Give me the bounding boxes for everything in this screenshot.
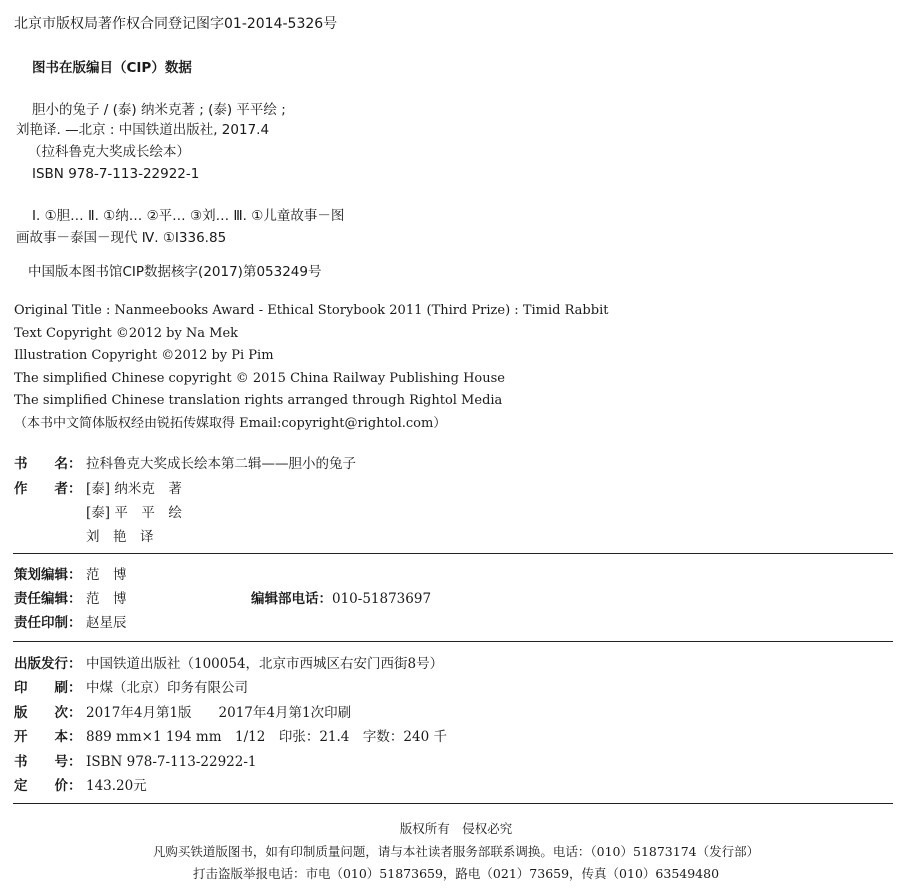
responsible-editor-label: 责任编辑： — [14, 591, 82, 607]
publication-value: 143.20元 — [86, 778, 147, 794]
planning-editor-row — [14, 566, 127, 584]
publication-row — [14, 655, 443, 673]
footer-service: 凡购买铁道版图书，如有印制质量问题，请与本社读者服务部联系调换。电话：（010）51873174（发行部） — [152, 844, 760, 859]
copyright-line: （本书中文简体版权经由锐拓传媒取得 Email:copyright@rightol.com） — [14, 416, 447, 431]
publication-row — [14, 704, 351, 722]
copyright-line: The simplified Chinese copyright © 2015 China Railway Publishing House — [14, 371, 505, 386]
publication-value: 2017年4月第1版 2017年4月第1次印刷 — [86, 705, 352, 721]
copyright-line: Original Title : Nanmeebooks Award - Ethical Storybook 2011 (Third Prize) : Timid Rabbit — [14, 303, 609, 318]
publication-value: 中国铁道出版社（100054，北京市西城区右安门西街8号） — [86, 656, 444, 672]
planning-editor-value: 范 博 — [86, 567, 127, 583]
registration-line: 北京市版权局著作权合同登记图字01-2014-5326号 — [14, 16, 338, 32]
editorial-phone-value: 010-51873697 — [332, 591, 432, 607]
book-author-value: [泰] 纳米克 著 — [86, 481, 182, 497]
publication-row — [14, 728, 447, 746]
publication-label: 出版发行： — [14, 656, 82, 672]
copyright-line: Illustration Copyright ©2012 by Pi Pim — [14, 348, 274, 363]
publication-label: 定 价： — [14, 778, 82, 794]
publication-label: 印 刷： — [14, 680, 82, 696]
cip-line: （拉科鲁克大奖成长绘本） — [28, 144, 190, 160]
publication-label: 版 次： — [14, 705, 82, 721]
publication-value: 889 mm×1 194 mm 1/12 印张：21.4 字数：240 千 — [86, 729, 447, 745]
planning-editor-label: 策划编辑： — [14, 567, 82, 583]
copyright-line: The simplified Chinese translation rights arranged through Rightol Media — [14, 393, 503, 408]
cip-line: ISBN 978-7-113-22922-1 — [32, 166, 200, 182]
book-title-value: 拉科鲁克大奖成长绘本第二辑——胆小的兔子 — [86, 456, 356, 472]
footer-rights: 版权所有 侵权必究 — [399, 821, 513, 836]
section-divider — [13, 641, 893, 642]
publication-row — [14, 679, 248, 697]
cip-line: 画故事－泰国－现代 Ⅳ. ①I336.85 — [16, 230, 227, 246]
cip-line: 胆小的兔子 / (泰) 纳米克著 ; (泰) 平平绘 ; — [32, 102, 286, 118]
editorial-phone-label: 编辑部电话： — [251, 591, 332, 607]
cip-core-word: 中国版本图书馆CIP数据核字(2017)第053249号 — [28, 264, 322, 280]
section-divider — [13, 553, 893, 554]
section-divider — [13, 803, 893, 804]
responsible-editor-row — [14, 590, 127, 608]
book-translator: 刘 艳 译 — [86, 529, 154, 545]
print-manager-label: 责任印制： — [14, 615, 82, 631]
cip-line: Ⅰ. ①胆… Ⅱ. ①纳… ②平… ③刘… Ⅲ. ①儿童故事－图 — [32, 208, 345, 224]
book-author-label: 作 者： — [14, 481, 82, 497]
publication-row — [14, 753, 257, 771]
book-title-label: 书 名： — [14, 456, 82, 472]
print-manager-value: 赵星辰 — [86, 615, 127, 631]
publication-row — [14, 777, 147, 795]
cip-heading: 图书在版编目（CIP）数据 — [32, 60, 192, 76]
responsible-editor-value: 范 博 — [86, 591, 127, 607]
book-author-row — [14, 480, 182, 498]
editorial-phone-row — [251, 590, 431, 608]
book-illustrator: [泰] 平 平 绘 — [86, 505, 182, 521]
publication-label: 开 本： — [14, 729, 82, 745]
copyright-line: Text Copyright ©2012 by Na Mek — [14, 326, 239, 341]
publication-label: 书 号： — [14, 754, 82, 770]
publication-value: 中煤（北京）印务有限公司 — [86, 680, 248, 696]
publication-value: ISBN 978-7-113-22922-1 — [86, 754, 257, 770]
print-manager-row — [14, 614, 127, 632]
cip-line: 刘艳译. —北京 : 中国铁道出版社, 2017.4 — [16, 122, 270, 138]
book-title-row — [14, 455, 356, 473]
footer-piracy-hotline: 打击盗版举报电话：市电（010）51873659，路电（021）73659，传真（010）63549480 — [192, 866, 720, 881]
